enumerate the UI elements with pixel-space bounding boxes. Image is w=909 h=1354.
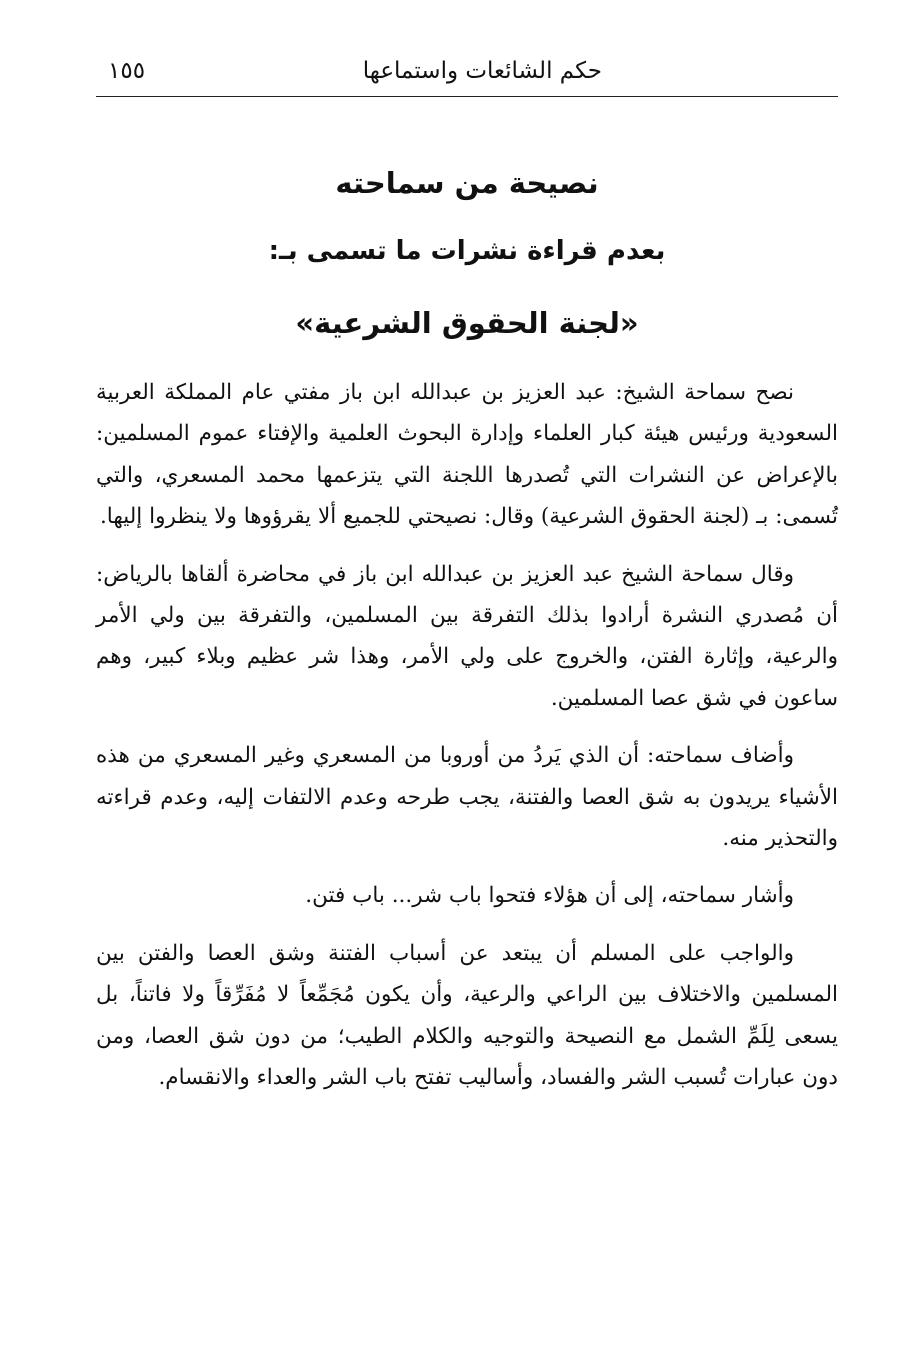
page-number: ١٥٥: [108, 58, 146, 84]
running-title: حكم الشائعات واستماعها: [362, 58, 602, 84]
paragraph: والواجب على المسلم أن يبتعد عن أسباب الفتنة وشق العصا والفتن بين المسلمين والاختلاف بين الراعي والرعية، وأن يكون مُجَمِّعاً لا مُفَرِّقاً ولا فاتناً، بل يسعى لِلَمِّ الشمل مع النصيحة والتوجيه والكلام الطيب؛ من دون شق العصا، ومن دون عبارات تُسبب الشر والفساد، وأساليب تفتح باب الشر والعداء والانقسام.: [96, 940, 838, 1091]
section-subtitle-quoted: «لجنة الحقوق الشرعية»: [295, 306, 639, 340]
section-title: نصيحة من سماحته: [335, 166, 599, 200]
body-text: [96, 372, 838, 1115]
paragraph: وأشار سماحته، إلى أن هؤلاء فتحوا باب شر... باب فتن.: [305, 883, 794, 909]
page-header: [96, 52, 838, 97]
section-subtitle: بعدم قراءة نشرات ما تسمى بـ:: [268, 236, 666, 266]
paragraph: وأضاف سماحته: أن الذي يَردُ من أوروبا من المسعري وغير المسعري من هذه الأشياء يريدون به شق العصا والفتنة، يجب طرحه وعدم الالتفات إليه، وعدم قراءته والتحذير منه.: [96, 743, 838, 852]
paragraph: وقال سماحة الشيخ عبد العزيز بن عبدالله ابن باز في محاضرة ألقاها بالرياض: أن مُصدري النشرة أرادوا بذلك التفرقة بين المسلمين، والتفرقة بين ولي الأمر والرعية، وإثارة الفتن، والخروج على ولي الأمر، وهذا شر عظيم وبلاء كبير، وهم ساعون في شق عصا المسلمين.: [96, 561, 838, 711]
paragraph: نصح سماحة الشيخ: عبد العزيز بن عبدالله ابن باز مفتي عام المملكة العربية السعودية ورئيس هيئة كبار العلماء وإدارة البحوث العلمية والإفتاء عموم المسلمين: بالإعراض عن النشرات التي تُصدرها اللجنة التي يتزعمها محمد المسعري، والتي تُسمى: بـ (لجنة الحقوق الشرعية) وقال: نصيحتي للجميع ألا يقرؤوها ولا ينظروا إليها.: [96, 380, 838, 530]
